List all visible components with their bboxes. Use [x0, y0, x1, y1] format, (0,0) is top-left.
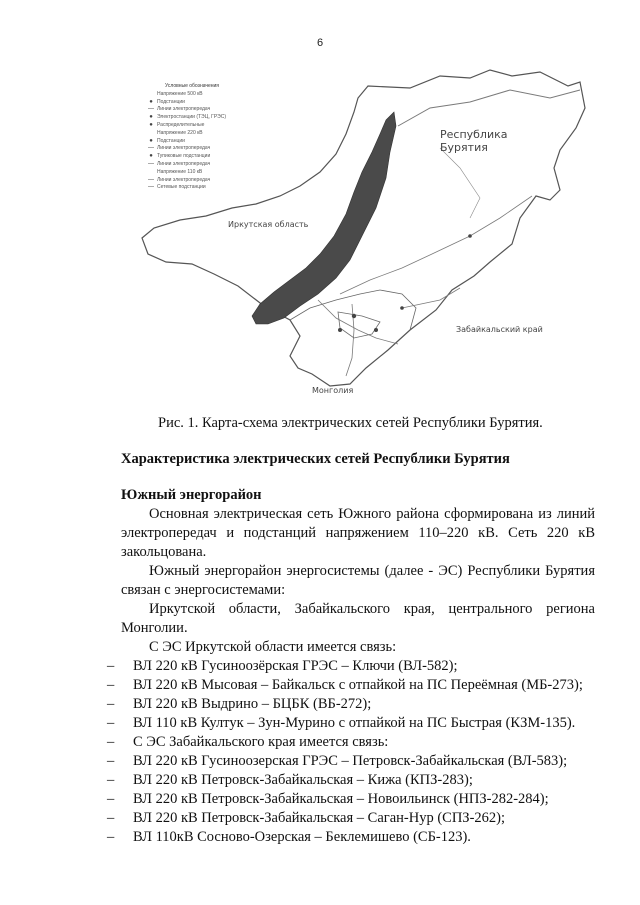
section-heading: Характеристика электрических сетей Республики Бурятия: [121, 451, 510, 467]
substation-marker: [374, 328, 378, 332]
connection-list: [107, 657, 595, 847]
list-item: – ВЛ 220 кВ Гусиноозерская ГРЭС – Петровск-Забайкальская (ВЛ-583);: [107, 753, 568, 769]
page-number: 6: [316, 37, 324, 49]
legend-item: — Линии электропередач: [148, 176, 211, 183]
substation-marker: [338, 328, 342, 332]
list-item: – С ЭС Забайкальского края имеется связь:: [107, 734, 389, 750]
list-item: – ВЛ 220 кВ Мысовая – Байкальск с отпайкой на ПС Переёмная (МБ-273);: [107, 677, 583, 693]
body-text: [107, 486, 595, 847]
figure-caption: Рис. 1. Карта-схема электрических сетей Республики Бурятия.: [158, 415, 543, 431]
paragraph: Основная электрическая сеть Южного района сформирована из линий электропередач и подстанций напряжением 110–220 кВ. Сеть 220 кВ закольцована.: [121, 506, 595, 560]
legend-item: — Линии электропередач: [148, 145, 211, 152]
legend-item: ● Распределительные: [149, 121, 205, 128]
map-legend: [147, 83, 257, 192]
paragraph: С ЭС Иркутской области имеется связь:: [149, 639, 397, 655]
list-item: – ВЛ 220 кВ Петровск-Забайкальская – Кижа (КПЗ-283);: [107, 772, 473, 788]
legend-item: — Сетевые подстанции: [148, 184, 206, 191]
subsection-title: Южный энергорайон: [121, 487, 262, 503]
map-label-irkutsk: Иркутская область: [228, 220, 309, 229]
list-item: – ВЛ 220 кВ Петровск-Забайкальская – Саган-Нур (СПЗ-262);: [107, 810, 506, 826]
legend-item: — Линии электропередач: [148, 160, 211, 167]
legend-item: Напряжение 500 кВ: [157, 90, 203, 97]
paragraph: Южный энергорайон энергосистемы (далее - ЭС) Республики Бурятия связан с энергосистемами:: [121, 563, 595, 598]
legend-title: Условные обозначения: [165, 83, 220, 89]
map-label-mongolia: Монголия: [312, 386, 354, 395]
legend-item: — Линии электропередач: [148, 106, 211, 113]
paragraph: Иркутской области, Забайкальского края, центрального региона Монголии.: [121, 601, 595, 636]
list-item: – ВЛ 110кВ Сосново-Озерская – Беклемишево (СБ-123).: [107, 829, 471, 845]
map-label-republic: Республика Бурятия: [440, 128, 508, 154]
substation-marker: [352, 314, 356, 318]
map-label-zabaikalsky: Забайкальский край: [456, 325, 543, 334]
legend-item: ● Электростанции (ТЭЦ, ГРЭС): [149, 114, 227, 121]
legend-item: ● Тупиковые подстанции: [149, 153, 211, 160]
substation-marker: [468, 234, 472, 238]
list-item: – ВЛ 220 кВ Выдрино – БЦБК (ВБ-272);: [107, 696, 372, 712]
list-item: – ВЛ 110 кВ Култук – Зун-Мурино с отпайкой на ПС Быстрая (КЗМ-135).: [107, 715, 576, 731]
legend-item: ● Подстанции: [149, 98, 185, 105]
legend-item: ● Подстанции: [149, 137, 185, 144]
substation-marker: [400, 306, 404, 310]
legend-item: Напряжение 220 кВ: [157, 129, 203, 136]
legend-item: Напряжение 110 кВ: [157, 168, 203, 175]
list-item: – ВЛ 220 кВ Гусиноозёрская ГРЭС – Ключи (ВЛ-582);: [107, 658, 458, 674]
list-item: – ВЛ 220 кВ Петровск-Забайкальская – Новоильинск (НПЗ-282-284);: [107, 791, 549, 807]
